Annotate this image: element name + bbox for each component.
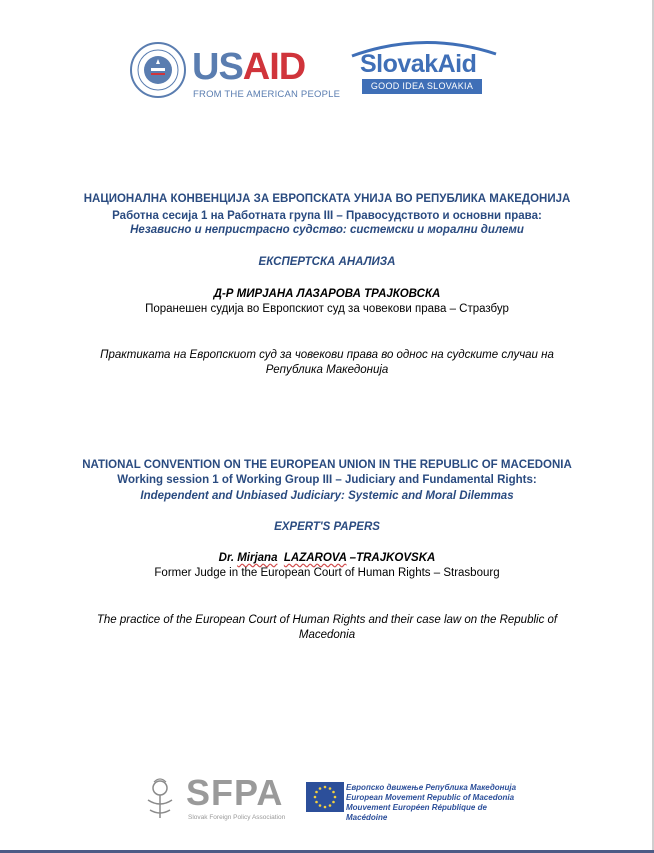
sfpa-subtitle: Slovak Foreign Policy Association [188,814,286,821]
en-papers-heading: EXPERT'S PAPERS [274,521,380,533]
usaid-wordmark [192,48,305,86]
usaid-us: US [192,46,243,88]
mk-session: Работна сесија 1 на Работната група III – Правосудството и основни права: [112,210,542,222]
footer-logos [140,772,520,832]
mk-paper-title-line2: Република Македонија [265,364,389,376]
en-author-role: Former Judge in the European Court of Human Rights – Strasbourg [154,567,500,579]
slovakaid-name: SlovakAid [360,50,477,78]
en-author-suffix: –TRAJKOVSKA [346,552,436,564]
usaid-logo [130,42,341,102]
en-session: Working session 1 of Working Group III – Judiciary and Fundamental Rights: [117,474,537,486]
en-author-last: LAZAROVA [283,552,347,564]
european-movement-text [346,783,520,823]
en-theme: Independent and Unbiased Judiciary: Systemic and Moral Dilemmas [140,490,514,502]
header-logos [130,36,510,106]
en-paper-title-line1: The practice of the European Court of Human Rights and their case law on the Republic of [96,614,558,626]
en-title: NATIONAL CONVENTION ON THE EUROPEAN UNION IN THE REPUBLIC OF MACEDONIA [82,459,572,471]
emr-line-en: European Movement Republic of Macedonia [346,793,515,802]
usaid-tagline: FROM THE AMERICAN PEOPLE [193,89,341,100]
emr-line-mk: Европско движење Република Македонија [346,783,517,792]
sfpa-emblem-icon [140,774,180,822]
slovakaid-logo [348,36,500,96]
mk-author-role: Поранешен судија во Европскиот суд за човекови права – Стразбур [145,303,509,315]
usaid-seal-icon [130,42,186,98]
eu-flag-icon [306,782,344,812]
sfpa-wordmark: SFPA [186,772,284,813]
mk-theme: Независно и непристрасно судство: системски и морални дилеми [130,224,524,236]
usaid-aid: AID [242,46,306,88]
emr-line-fr: Mouvement Européen République de Macédoine [346,803,487,822]
mk-author: Д-Р МИРЈАНА ЛАЗАРОВА ТРАЈКОВСКА [213,288,441,300]
en-author-prefix: Dr. [218,552,238,564]
mk-analysis-heading: ЕКСПЕРТСКА АНАЛИЗА [258,256,396,268]
en-author [0,552,654,564]
slovakaid-tagline: GOOD IDEA SLOVAKIA [362,79,482,94]
en-author-first: Mirjana [237,552,278,564]
mk-paper-title-line1: Практиката на Европскиот суд за човекови права во однос на судските случаи на [100,349,554,361]
en-paper-title-line2: Macedonia [298,629,356,641]
mk-title: НАЦИОНАЛНА КОНВЕНЦИЈА ЗА ЕВРОПСКАТА УНИЈА ВО РЕПУБЛИКА МАКЕДОНИЈА [83,193,571,205]
